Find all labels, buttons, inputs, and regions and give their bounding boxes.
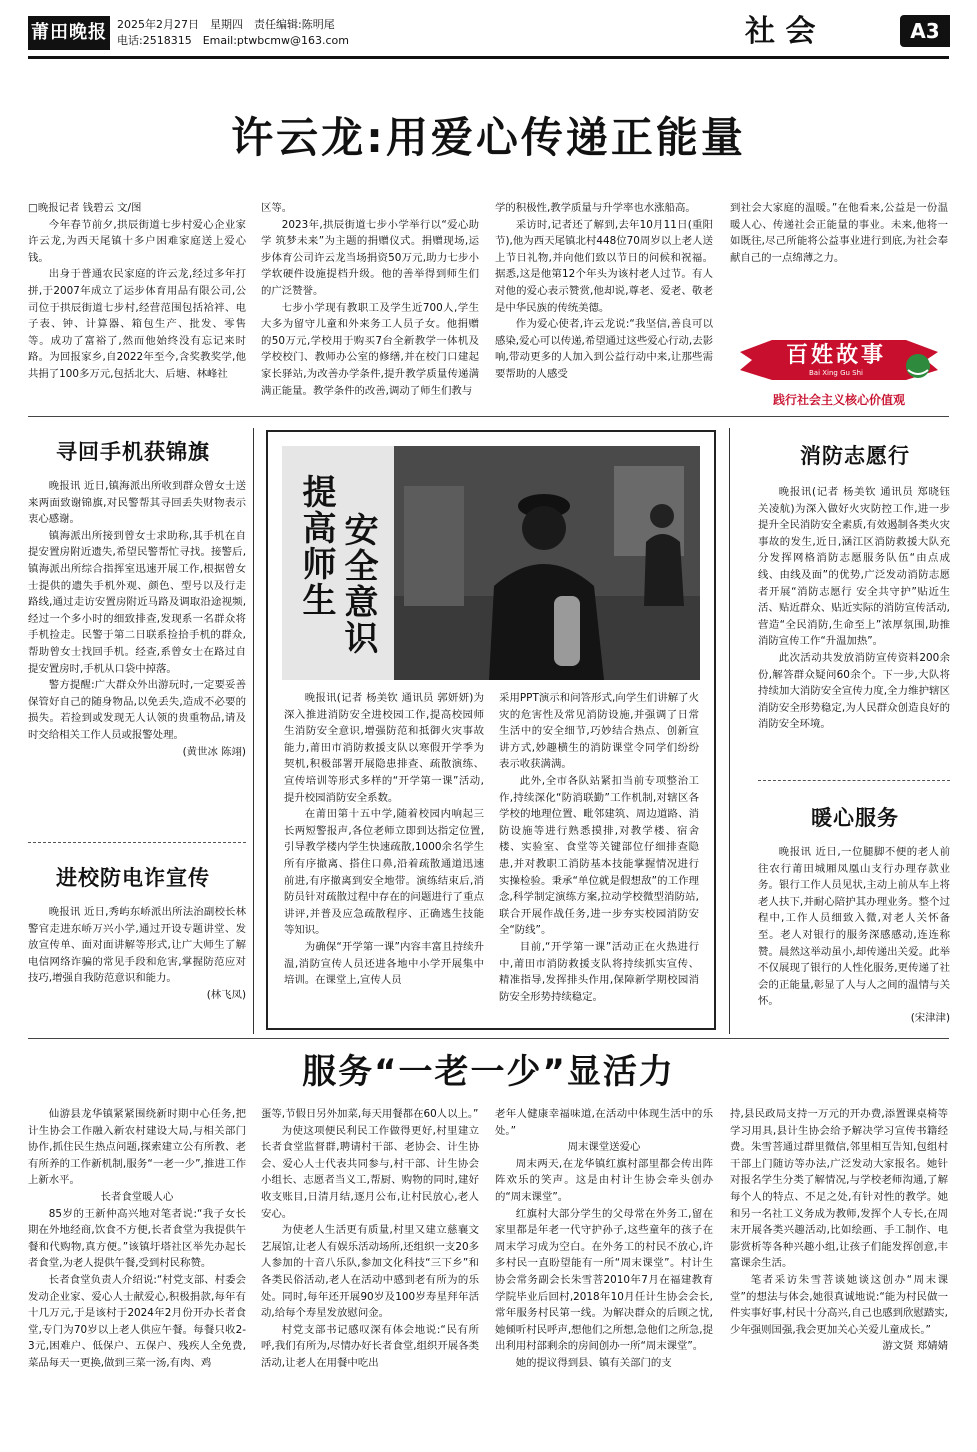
phone-story-body [28,478,246,760]
main-headline: 许云龙:用爱心传递正能量 [231,113,746,162]
bottom-headline: 服务“一老一少”显活力 [302,1052,675,1092]
bottom-col-1 [28,1106,246,1372]
badge-pinyin: Bai Xing Gu Shi [808,369,864,377]
warm-story-headline: 暖心服务 [811,806,899,830]
bottom-story-sign: 游文贤 郑婧婧 [882,1340,948,1353]
phone-story-headline: 寻回手机获锦旗 [56,440,210,464]
page-number: A3 [900,15,950,47]
volunteer-story-para: 晚报讯(记者 杨美钦 通讯员 郑晓钰 关凌航)为深入做好火灾防控工作,进一步提升全民消防安全素质,有效遏制各类火灾事故的发生,近日,涵江区消防救援大队充分发挥网格消防志愿服务队伍“由点成线、由线及面”的优势,广泛发动消防志愿者开展“消防志愿行 安全共守护”贴近生活、贴近群众、贴近实际的消防宣传活动,营造“全民消防,生命至上”浓厚氛围,助推消防宣传工作“升温加热”。 [758,486,950,648]
center-col-2 [499,690,699,1005]
bottom-col-1-para: 仙游县龙华镇紧紧围绕新时期中心任务,把计生协会工作融入新农村建设大局,与相关部门协作,抓住民生热点问题,探索建立公有所教、老有所养的工作新机制,服务“一老一少”,推进工作上新水平。 [28,1108,246,1187]
warm-story-para: 晚报讯 近日,一位腿脚不便的老人前往农行莆田城厢凤凰山支行办理存款业务。银行工作人员见状,主动上前从车上将老人扶下,并耐心陪护其办理业务。整个过程中,工作人员细致入微,对老人关怀备至。老人对银行的服务深感感动,连连称赞。晨然这举动虽小,却传递出关爱。此举不仅展现了银行的人性化服务,更传递了社会的正能量,彰显了人与人之间的温情与关怀。 [758,846,950,1008]
bottom-col-2-para: 为使这项便民利民工作做得更好,村里建立长者食堂监督群,聘请村干部、老协会、计生协会、爱心人士代表共同参与,村干部、计生协会小组长、志愿者当义工,帮厨、购物的同时,建好收支账目,日清月结,逐月公布,让村民放心,老人安心。 [261,1124,479,1220]
bottom-col-2-para: 村党支部书记感叹深有体会地说:“民有所呼,我们有所为,尽情办好长者食堂,组织开展各类活动,让老人在用餐中吃出 [261,1323,479,1369]
main-story-bottom-rule [28,416,949,417]
phone-story-sign: (黄世冰 陈翊) [182,745,246,758]
masthead-contact-line: 电话:2518315 Email:ptwbcmw@163.com [117,34,349,47]
bottom-col-4 [730,1106,948,1355]
volunteer-story-body [758,484,950,733]
bottom-subhead-canteen: 长者食堂暖人心 [100,1190,174,1203]
bottom-col-3-para: 红旗村大部分学生的父母常在外务工,留在家里都是年老一代守护孙子,这些童年的孩子在周末学习成为空白。在外务工的村民不放心,许多村民一直盼望能有一所“周末课堂”。村计生协会常务副会长朱雪菩2010年7月在福建教育学院毕业后回村,2018年10月任计生协会会长,常年服务村民第一线。为解决群众的后顾之忧,她倾听村民呼声,想他们之所想,急他们之所急,提出利用村部剩余的房间创办一所“周末课堂”。 [495,1207,713,1353]
volunteer-story-headline: 消防志愿行 [800,444,910,468]
center-col-1-para: 在莆田第十五中学,随着校园内响起三长两短警报声,各位老师立即到达指定位置,引导教学楼内学生快速疏散,1000余名学生所有序撤离、搭住口鼻,沿着疏散通道迅速前进,有序撤离到安全地带。演练结束后,消防员针对疏散过程中存在的问题进行了重点讲评,并普及应急疏散程序、正确逃生技能等知识。 [284,808,484,937]
center-col-1 [284,690,484,989]
bottom-col-1-para: 85岁的王新仲高兴地对笔者说:“我子女长期在外地经商,饮食不方便,长者食堂为我提供午餐和代购物,真方便。”该镇圩塔社区举先办起长者食堂,为老人提供午餐,受到村民称赞。 [28,1207,246,1270]
right-divider [758,780,950,781]
bottom-story-top-rule [28,1038,949,1039]
bottom-col-2 [261,1106,479,1372]
bottom-col-3-para: 老年人健康幸福味道,在活动中体现生活中的乐处。” [495,1108,713,1137]
center-col-2-para: 采用PPT演示和问答形式,向学生们讲解了火灾的危害性及常见消防设施,并强调了日常生活中的安全细节,巧妙结合热点、创新宣讲方式,妙趣横生的消防课堂令同学们纷纷表示收获满满。 [499,692,699,771]
warm-story-sign: (宋津津) [910,1011,950,1024]
main-col-1-para: 出身于普通农民家庭的许云龙,经过多年打拼,于2007年成立了运步体育用品有限公司,公司位于拱辰街道七步村,经营范围包括袷袢、电子表、钟、计算器、箱包生产、批发、零售等。成功了富裕了,然而他始终没有忘记来时路。为回报家乡,自2022年至今,含奖教奖学,他共捐了100多万元,包括北大、后塘、林峰社 [28,268,246,380]
main-col-1 [28,200,246,383]
fraud-story-body [28,904,246,1004]
volunteer-story-para: 此次活动共发放消防宣传资料200余份,解答群众疑问60余个。下一步,大队将持续加大消防安全宣传力度,全力维护辖区消防安全形势稳定,为人民群众创造良好的消防安全环境。 [758,651,950,731]
center-story-photo [282,446,700,680]
main-byline: □晚报记者 钱碧云 文/图 [28,202,142,214]
fraud-story-headline: 进校防电诈宣传 [56,866,210,890]
center-col-2-para: 此外,全市各队站紧扣当前专项整治工作,持续深化“防消联勤”工作机制,对辖区各学校的地理位置、毗邻建筑、周边道路、消防设施等进行熟悉摸排,对教学楼、宿舍楼、实验室、食堂等关键部位仔细排查隐患,并对教职工消防基本技能掌握情况进行实操检验。秉承“单位就是假想敌”的工作理念,科学制定演练方案,拉动学校微型消防站,联合开展作战任务,进一步夯实校园消防安全“防线”。 [499,774,699,937]
main-col-3 [495,200,713,383]
bottom-subhead-weekend: 周末课堂送爱心 [567,1141,641,1154]
section-name: 社 会 [745,14,816,49]
main-col-2-para: 七步小学现有教职工及学生近700人,学生大多为留守儿童和外来务工人员子女。他捐赠的50万元,学校用于购买7台全新教学一体机及学校校门、教师办公室的修缮,并在校门口建起家长驿站,为改善办学条件,提升教学质量传递满满正能量。教学条件的改善,调动了师生们教与 [261,301,479,397]
phone-story-para: 晚报讯 近日,镇海派出所收到群众曾女士送来两面致谢锦旗,对民警帮其寻回丢失财物表示衷心感谢。 [28,480,246,526]
masthead-date-line: 2025年2月27日 星期四 责任编辑:陈明尾 [117,18,335,31]
main-col-3-para: 作为爱心使者,许云龙说:“我坚信,善良可以感染,爱心可以传递,希望通过这些爱心行动,去影响,带动更多的人加入到公益行动中来,让那些需要帮助的人感受 [495,318,713,380]
main-col-4-para: 到社会大家庭的温暖。”在他看来,公益是一份温暖人心、传递社会正能量的事业。未来,他将一如既往,尽己所能将公益事业进行到底,为社会奉献自己的一点绵薄之力。 [730,202,948,264]
center-col-1-para: 为确保“开学第一课”内容丰富且持续升温,消防宣传人员还进各地中小学开展集中培训。在课堂上,宣传人员 [284,940,484,987]
bottom-col-4-para: 笔者采访朱雪菩谈她谈这创办“周末课堂”的想法与体会,她很真诚地说:“能为村民做一件实事好事,村民十分高兴,自己也感到欣慰踏实,少年强则国强,我会更加关心关爱儿童成长。” [730,1273,948,1336]
main-col-2-para: 2023年,拱辰街道七步小学举行以“爱心助学 筑梦未来”为主题的捐赠仪式。捐赠现场,运步体育公司许云龙当场捐资50万元,助力七步小学软硬件设施提档升级。他的善举得到师生们的广泛赞誉。 [261,218,479,297]
bottom-col-3-para: 周末两天,在龙华镇红旗村部里都会传出阵阵欢乐的笑声。这是由村计生协会牵头创办的“周末课堂”。 [495,1157,713,1203]
left-divider [28,842,246,843]
badge-slogan: 践行社会主义核心价值观 [772,393,905,407]
bottom-col-3 [495,1106,713,1372]
bottom-col-1-para: 长者食堂负责人介绍说:“村党支部、村委会发动企业家、爱心人士献爱心,积极捐款,每年有十几万元,于是该村于2024年2月份开办长者食堂,专门为70岁以上老人供应午餐。每餐只收2-3元,困难户、低保户、五保户、残疾人全免费,菜品每天一更换,做到三菜一汤,有肉、鸡 [28,1273,246,1369]
left-vertical-rule [253,428,254,1034]
phone-story-para: 镇海派出所接到曾女士求助称,其手机在自提安置房附近遗失,希望民警帮忙寻找。接警后,镇海派出所综合指挥室迅速开展工作,根据曾女士提供的遗失手机外观、颜色、型号以及行走路线,通过走访安置房附近马路及调取沿途视频,经过一个多小时的细致排查,发现系一名群众将手机捡走。民警于第二日联系捡拾手机的群众,帮助曾女士找回手机。经查,系曾女士在路过自提安置房时,手机从口袋中掉落。 [28,529,246,675]
main-col-3-para: 采访时,记者还了解到,去年10月11日(重阳节),他为西天尾镇北村448位70周岁以上老人送上节日礼物,并向他们致以节日的问候和祝福。据悉,这是他第12个年头为该村老人过节。有人对他的爱心表示赞赏,他却说,尊老、爱老、敬老是中华民族的传统美德。 [495,218,713,314]
phone-story-para: 警方提醒:广大群众外出游玩时,一定要妥善保管好自己的随身物品,以免丢失,造成不必要的损失。若捡到或发现无人认领的贵重物品,请及时交给相关工作人员或报警处理。 [28,679,246,741]
bottom-col-3-para: 她的提议得到县、镇有关部门的支 [515,1356,672,1369]
masthead-logo [28,16,110,50]
main-col-2 [261,200,479,399]
center-col-2-para: 目前,“开学第一课”活动正在火热进行中,莆田市消防救援支队将持续抓实宣传、精准指导,发挥排头作用,保障新学期校园消防安全形势持续稳定。 [499,940,699,1003]
warm-story-body [758,844,950,1027]
masthead-rule [28,56,949,59]
main-col-4 [730,200,948,266]
photo-title-a: 提高师生 [296,474,336,618]
main-col-1-para: 今年春节前夕,拱辰街道七步村爱心企业家许云龙,为西天尾镇十多户困难家庭送上爱心钱。 [28,218,246,264]
fraud-story-para: 晚报讯 近日,秀屿东峤派出所法治副校长林警官走进东峤万兴小学,通过开设专题讲堂、发放宣传单、面对面讲解等形式,让广大师生了解电信网络诈骗的常见手段和危害,掌握防范应对技巧,增强自我防范意识和能力。 [28,906,246,985]
main-col-2-para: 区等。 [261,202,293,214]
right-vertical-rule [729,428,730,1034]
story-badge [732,330,946,408]
badge-title: 百姓故事 [785,342,886,368]
firefighter-illustration [394,446,700,680]
bottom-col-2-para: 为使老人生活更有质量,村里又建立慈襄文艺展馆,让老人有娱乐活动场所,还组织一支20多人参加的十音八乐队,参加文化科技“三下乡”和各类民俗活动,老人在活动中感到老有所为的乐处。同时,每年还开展90岁及100岁寿星拜年活动,给每个寿星发放慰问金。 [261,1224,479,1320]
center-col-1-para: 晚报讯(记者 杨美钦 通讯员 郭妍妍)为深入推进消防安全进校园工作,提高校园师生消防安全意识,增强防范和抵御火灾事故能力,莆田市消防救援支队以寒假开学季为契机,积极部署开展隐患排查、疏散演练、宣传培训等形式多样的“开学第一课”活动,提升校园消防安全系数。 [284,692,484,804]
photo-title-b: 安全意识 [338,512,378,656]
main-col-3-para: 学的积极性,教学质量与升学率也水涨船高。 [495,202,696,214]
logo-text: 莆田晚报 [31,22,107,43]
bottom-col-2-para: 蛋等,节假日另外加菜,每天用餐都在60人以上。” [261,1108,479,1120]
fraud-story-sign: (林飞凤) [206,988,246,1001]
bottom-col-4-para: 持,县民政局支持一万元的开办费,添置课桌椅等学习用具,县计生协会给予解决学习宣传书籍经费。朱雪菩通过群里微信,邻里相互告知,包组村干部上门随访等办法,广泛发动大家报名。她针对报名学生分类了解情况,与学校老师沟通,了解每个人的特点、不足之处,有针对性的教学。她和另一名社工义务成为教师,发挥个人专长,在周末开展各类兴趣活动,比如绘画、手工制作、电影赏析等各种兴趣小组,让孩子们能发挥创意,丰富课余生活。 [730,1108,948,1270]
